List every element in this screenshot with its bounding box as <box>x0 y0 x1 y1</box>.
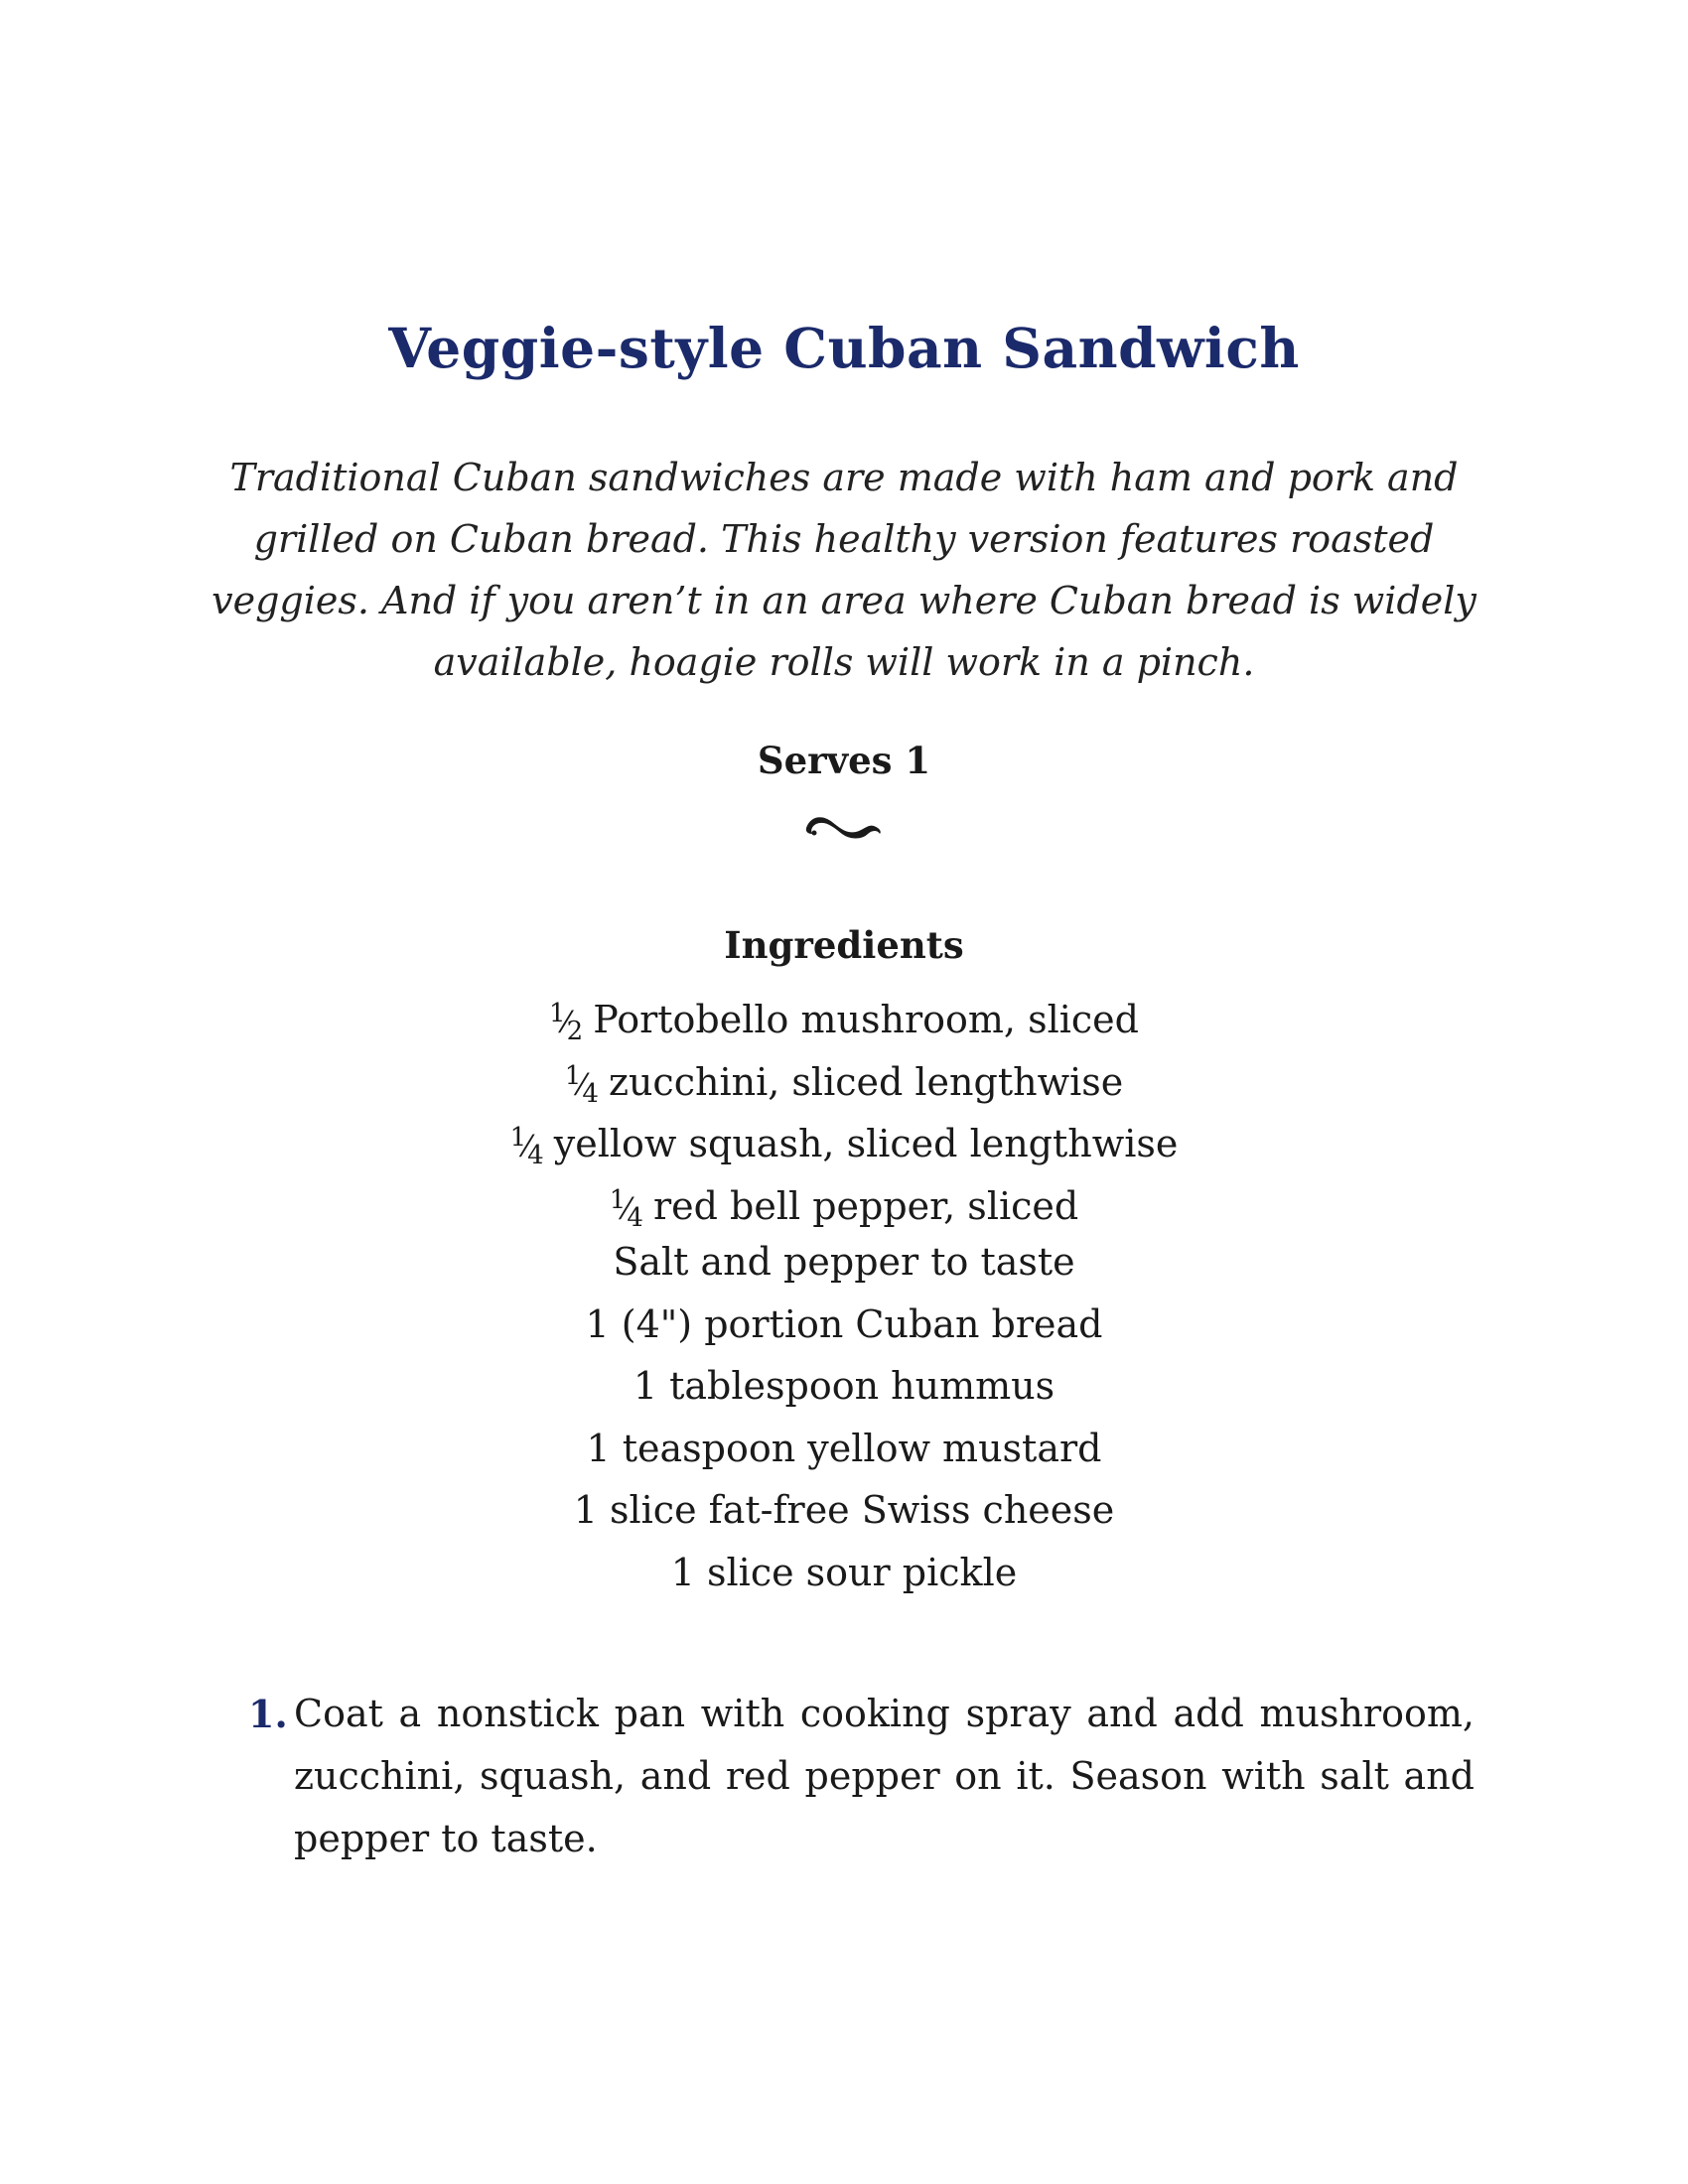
instruction-step <box>248 1683 1475 1870</box>
list-item: Salt and pepper to taste <box>613 1240 1075 1284</box>
list-item <box>0 983 1688 1045</box>
fraction: $^1⁄_4$ <box>509 1123 542 1170</box>
list-item <box>0 1169 1688 1232</box>
fraction-numerator: 1 <box>609 1184 625 1215</box>
fraction: $^1⁄_2$ <box>549 999 582 1046</box>
fraction-denominator: 2 <box>566 1017 582 1046</box>
fraction: $^1⁄_4$ <box>564 1060 597 1109</box>
fraction-denominator: 4 <box>527 1141 542 1170</box>
ingredient-text: yellow squash, sliced lengthwise <box>541 1122 1179 1165</box>
fraction-denominator: 4 <box>582 1078 597 1109</box>
fraction: $^1⁄_4$ <box>609 1184 641 1233</box>
list-item: 1 tablespoon hummus <box>633 1364 1055 1408</box>
list-item <box>0 1107 1688 1169</box>
ingredient-text: zucchini, sliced lengthwise <box>596 1059 1124 1104</box>
fraction-numerator: 1 <box>549 999 564 1028</box>
fraction-numerator: 1 <box>509 1123 525 1153</box>
serves-label: Serves 1 <box>757 739 931 782</box>
step-text: Coat a nonstick pan with cooking spray and add mushroom, zucchini, squash, and red pepper on it. Season with salt and pepper to taste. <box>294 1692 1475 1860</box>
list-item <box>0 1045 1688 1108</box>
recipe-intro: Traditional Cuban sandwiches are made with ham and pork and grilled on Cuban bread. This healthy version features roasted veggies. And if you aren’t in an area where Cuban bread is widely available, hoagie rolls will work in a pinch. <box>211 456 1477 684</box>
swash-ornament-icon <box>802 806 886 846</box>
ingredients-list <box>0 983 1688 1603</box>
ingredients-heading: Ingredients <box>724 923 964 967</box>
list-item: 1 teaspoon yellow mustard <box>586 1426 1102 1470</box>
fraction-numerator: 1 <box>564 1060 580 1091</box>
recipe-title: Veggie-style Cuban Sandwich <box>388 316 1300 380</box>
step-number: 1. <box>248 1692 288 1736</box>
list-item: 1 slice fat-free Swiss cheese <box>573 1488 1115 1532</box>
fraction-denominator: 4 <box>627 1202 641 1233</box>
ingredient-text: red bell pepper, sliced <box>640 1183 1079 1228</box>
list-item: 1 (4") portion Cuban bread <box>585 1301 1103 1346</box>
list-item: 1 slice sour pickle <box>670 1550 1018 1594</box>
ingredient-text: Portobello mushroom, sliced <box>581 998 1139 1041</box>
